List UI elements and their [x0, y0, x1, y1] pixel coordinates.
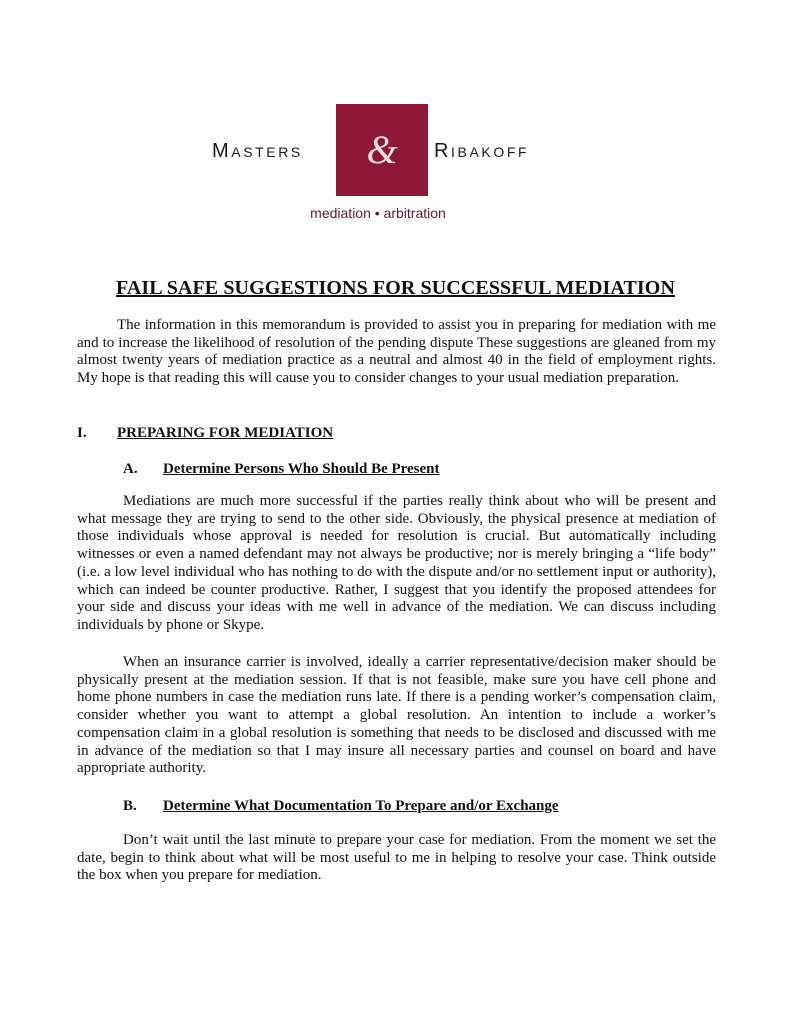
subsection-title: Determine What Documentation To Prepare and/or Exchange [163, 798, 559, 814]
logo-mark [336, 104, 428, 196]
subsection-number: B. [123, 798, 137, 814]
logo-right-word: Ribakoff [434, 140, 530, 162]
body-paragraph: When an insurance carrier is involved, ideally a carrier representative/decision maker should be physically present at the mediation session. If that is not feasible, make sure you have cell phone and home phone numbers in case the mediation runs late. If there is a pending worker’s compensation claim, consider whether you want to attempt a global resolution. An intention to include a worker’s compensation claim in a global resolution is something that needs to be disclosed and discussed with me in advance of the mediation so that I may insure all necessary parties and counsel on board and have appropriate authority. [77, 654, 716, 777]
subsection-number: A. [123, 461, 138, 477]
section-title: PREPARING FOR MEDIATION [117, 425, 334, 441]
body-paragraph: Mediations are much more successful if the parties really think about who will be present and what message they are trying to send to the other side. Obviously, the physical presence at mediation of those individuals whose approval is needed for resolution is crucial. But automatically including witnesses or even a named defendant may not always be productive; nor is merely bringing a “life body” (i.e. a low level individual who has nothing to do with the dispute and/or no settlement input or authority), which can indeed be counter productive. Rather, I suggest that you identify the proposed attendees for your side and discuss your ideas with me well in advance of the mediation. We can discuss including individuals by phone or Skype. [77, 493, 716, 633]
intro-paragraph: The information in this memorandum is provided to assist you in preparing for mediation with me and to increase the likelihood of resolution of the pending dispute These suggestions are gleaned from my almost twenty years of mediation practice as a neutral and almost 40 in the field of employment rights. My hope is that reading this will cause you to consider changes to your usual mediation preparation. [77, 317, 716, 387]
subsection-heading-a [123, 460, 440, 478]
body-paragraph: Don’t wait until the last minute to prepare your case for mediation. From the moment we set the date, begin to think about what will be most useful to me in helping to resolve your case. Think outside the box when you prepare for mediation. [77, 832, 716, 884]
subsection-heading-b [123, 797, 559, 815]
subsection-title: Determine Persons Who Should Be Present [163, 461, 440, 477]
logo-ampersand: & [366, 127, 398, 172]
logo-tagline: mediation • arbitration [310, 205, 446, 221]
section-number: I. [77, 425, 87, 441]
logo-left-word: Masters [212, 140, 303, 162]
section-heading [77, 424, 333, 442]
document-title: FAIL SAFE SUGGESTIONS FOR SUCCESSFUL MEDIATION [116, 277, 675, 299]
